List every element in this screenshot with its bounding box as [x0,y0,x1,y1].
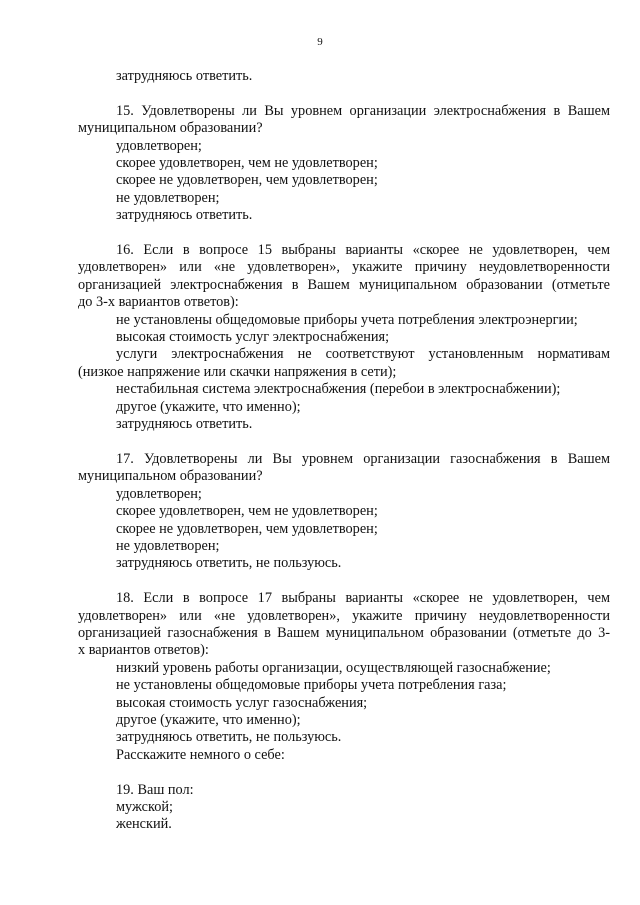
answer-option: не удовлетворен; [116,189,220,206]
answer-option: не установлены общедомовые приборы учета потребления электроэнергии; [116,311,578,328]
answer-option: не удовлетворен; [116,537,220,554]
question-16-cont: до 3-х вариантов ответов): [78,294,239,311]
document-body [78,68,610,834]
question-18-cont: организацией газоснабжения в Вашем муниципальном образовании (отметьте до 3- [78,624,610,641]
answer-option: удовлетворен; [116,137,202,154]
section-heading: Расскажите немного о себе: [116,746,285,763]
answer-option: удовлетворен; [116,485,202,502]
answer-option: услуги электроснабжения не соответствуют установленным нормативам [116,346,610,363]
answer-option: нестабильная система электроснабжения (перебои в электроснабжении); [116,381,561,398]
answer-option: затрудняюсь ответить, не пользуюсь. [116,555,342,572]
question-16-cont: организацией электроснабжения в Вашем муниципальном образовании (отметьте [78,276,610,293]
answer-option: затрудняюсь ответить. [116,68,253,84]
question-17: 17. Удовлетворены ли Вы уровнем организации газоснабжения в Вашем [116,450,610,467]
answer-option: затрудняюсь ответить, не пользуюсь. [116,729,342,746]
answer-option: высокая стоимость услуг электроснабжения; [116,329,390,346]
answer-option: скорее удовлетворен, чем не удовлетворен; [116,155,378,172]
question-16-cont: удовлетворен» или «не удовлетворен», укажите причину неудовлетворенности [78,259,610,276]
answer-option: другое (укажите, что именно); [116,711,301,728]
question-18-cont: х вариантов ответов): [78,642,209,659]
answer-option-cont: (низкое напряжение или скачки напряжения в сети); [78,363,397,380]
answer-option: женский. [116,816,172,833]
question-18-cont: удовлетворен» или «не удовлетворен», укажите причину неудовлетворенности [78,607,610,624]
page-number: 9 [317,36,323,48]
answer-option: затрудняюсь ответить. [116,416,253,433]
answer-option: затрудняюсь ответить. [116,207,253,224]
answer-option: другое (укажите, что именно); [116,398,301,415]
question-17-cont: муниципальном образовании? [78,468,263,485]
answer-option: не установлены общедомовые приборы учета потребления газа; [116,677,507,694]
answer-option: скорее не удовлетворен, чем удовлетворен; [116,520,378,537]
answer-option: низкий уровень работы организации, осуществляющей газоснабжение; [116,659,551,676]
answer-option: скорее не удовлетворен, чем удовлетворен; [116,172,378,189]
answer-option: высокая стоимость услуг газоснабжения; [116,694,368,711]
answer-option: мужской; [116,798,173,815]
question-15-cont: муниципальном образовании? [78,120,263,137]
question-16: 16. Если в вопросе 15 выбраны варианты «скорее не удовлетворен, чем [116,242,610,259]
answer-option: скорее удовлетворен, чем не удовлетворен; [116,503,378,520]
question-15: 15. Удовлетворены ли Вы уровнем организации электроснабжения в Вашем [116,102,610,119]
question-19: 19. Ваш пол: [116,781,194,798]
question-18: 18. Если в вопросе 17 выбраны варианты «скорее не удовлетворен, чем [116,590,610,607]
